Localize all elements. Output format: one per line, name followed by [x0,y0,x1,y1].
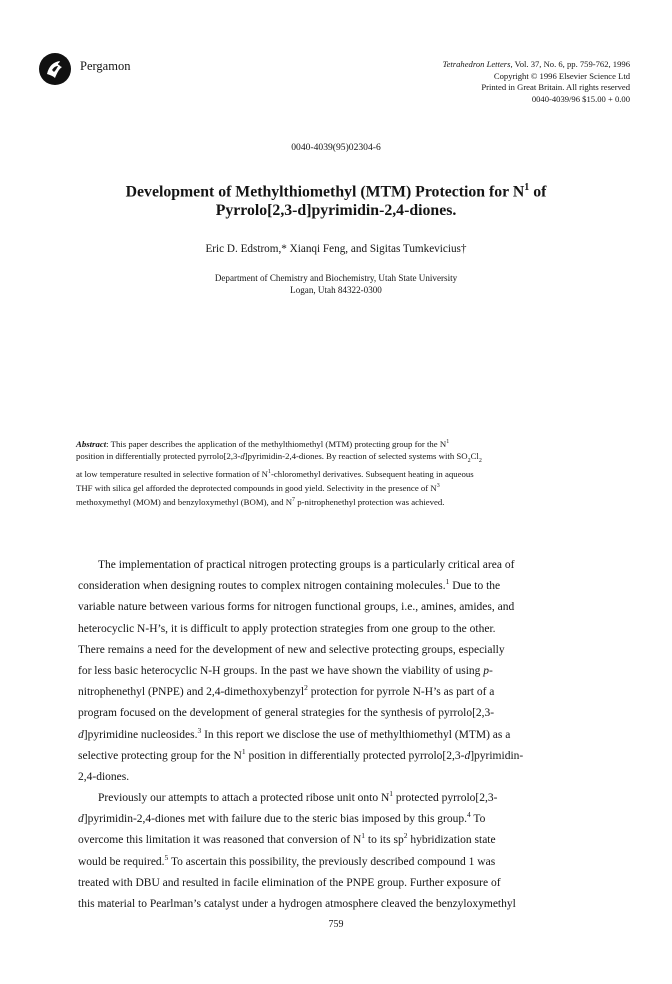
body-text [78,555,598,915]
abstract-line: at low temperature resulted in selective formation of $N^1$-chloromethyl derivatives. Subsequent heating in aqueous [76,469,474,480]
abstract [76,437,596,509]
body-line: selective protecting group for the $N^1$ position in differentially protected pyrrolo[2,3-d]pyrimidin- [78,746,524,762]
body-line: The implementation of practical nitrogen protecting groups is a particularly critical area of [98,559,515,571]
page-number: 759 [328,919,344,930]
title-line-2: Pyrrolo[2,3-d]pyrimidin-2,4-diones. [215,202,457,220]
body-line: d]pyrimidine nucleosides.$^3$ In this report we disclose the use of methylthiomethyl (MTM) as a [78,725,511,741]
body-line: d]pyrimidin-2,4-diones met with failure due to the steric bias imposed by this group.$^4$ To [78,810,486,826]
abstract-line: methoxymethyl (MOM) and benzyloxymethyl (BOM), and $N^7$ p-nitrophenethyl protection was achieved. [76,497,445,507]
doi-code: 0040-4039(95)02304-6 [291,142,381,153]
abstract-line: THF with silica gel afforded the deprotected compounds in good yield. Selectivity in the presence of $N^3$ [76,483,440,494]
pergamon-logo [38,52,72,86]
body-line: variable nature between various forms for nitrogen functional groups, i.e., amines, amides, and [78,601,515,614]
body-line: 2,4-diones. [78,770,130,783]
abstract-line: position in differentially protected pyrrolo[2,3-d]pyrimidin-2,4-diones. By reaction of selected systems with $SO_2Cl_2$ [76,450,482,464]
abstract-label: Abstract [76,438,107,449]
article-title [60,178,612,220]
issn-price: 0040-4039/96 $15.00 + 0.00 [531,93,630,104]
body-line: would be required.$^5$ To ascertain this possibility, the previously described compound 1 was [78,852,496,868]
body-line: program focused on the development of general strategies for the synthesis of pyrrolo[2,3- [78,707,495,720]
journal-info [443,59,630,105]
affiliation-address: Logan, Utah 84322-0300 [290,285,382,296]
publisher-name: Pergamon [80,59,131,73]
body-line: Previously our attempts to attach a protected ribose unit onto $N^1$ protected pyrrolo[2,3- [98,789,498,805]
body-line: There remains a need for the development of new and selective protecting groups, especially [78,643,505,656]
body-line: nitrophenethyl (PNPE) and 2,4-dimethoxybenzyl$^2$ protection for pyrrole N-H’s as part of a [78,683,495,699]
printed-line: Printed in Great Britain. All rights reserved [481,82,630,93]
title-line-1: Development of Methylthiomethyl (MTM) Protection for $N^1$ of [125,182,547,201]
author-list: Eric D. Edstrom,* Xianqi Feng, and Sigitas Tumkevicius† [205,243,467,255]
body-line: overcome this limitation it was reasoned that conversion of $N^1$ to its $sp^2$ hybridization state [78,831,496,847]
copyright-line: Copyright © 1996 Elsevier Science Ltd [493,70,630,81]
body-line: treated with DBU and resulted in facile elimination of the PNPE group. Further exposure of [78,876,501,889]
abstract-line: Abstract: This paper describes the application of the methylthiomethyl (MTM) protecting group for the $N^1$ [76,438,450,449]
body-line: for less basic heterocyclic N-H groups. In the past we have shown the viability of using p- [78,664,493,677]
journal-name: Tetrahedron Letters [442,59,511,69]
body-line: consideration when designing routes to complex nitrogen containing molecules.$^1$ Due to the [78,577,501,593]
body-line: this material to Pearlman’s catalyst under a hydrogen atmosphere cleaved the benzyloxymethyl [78,898,516,910]
affiliation [0,272,672,296]
body-line: heterocyclic N-H’s, it is difficult to apply protection strategies from one group to the other. [78,622,496,635]
journal-citation: Tetrahedron Letters, Vol. 37, No. 6, pp. 759-762, 1996 [442,59,630,69]
affiliation-dept: Department of Chemistry and Biochemistry, Utah State University [214,273,458,283]
